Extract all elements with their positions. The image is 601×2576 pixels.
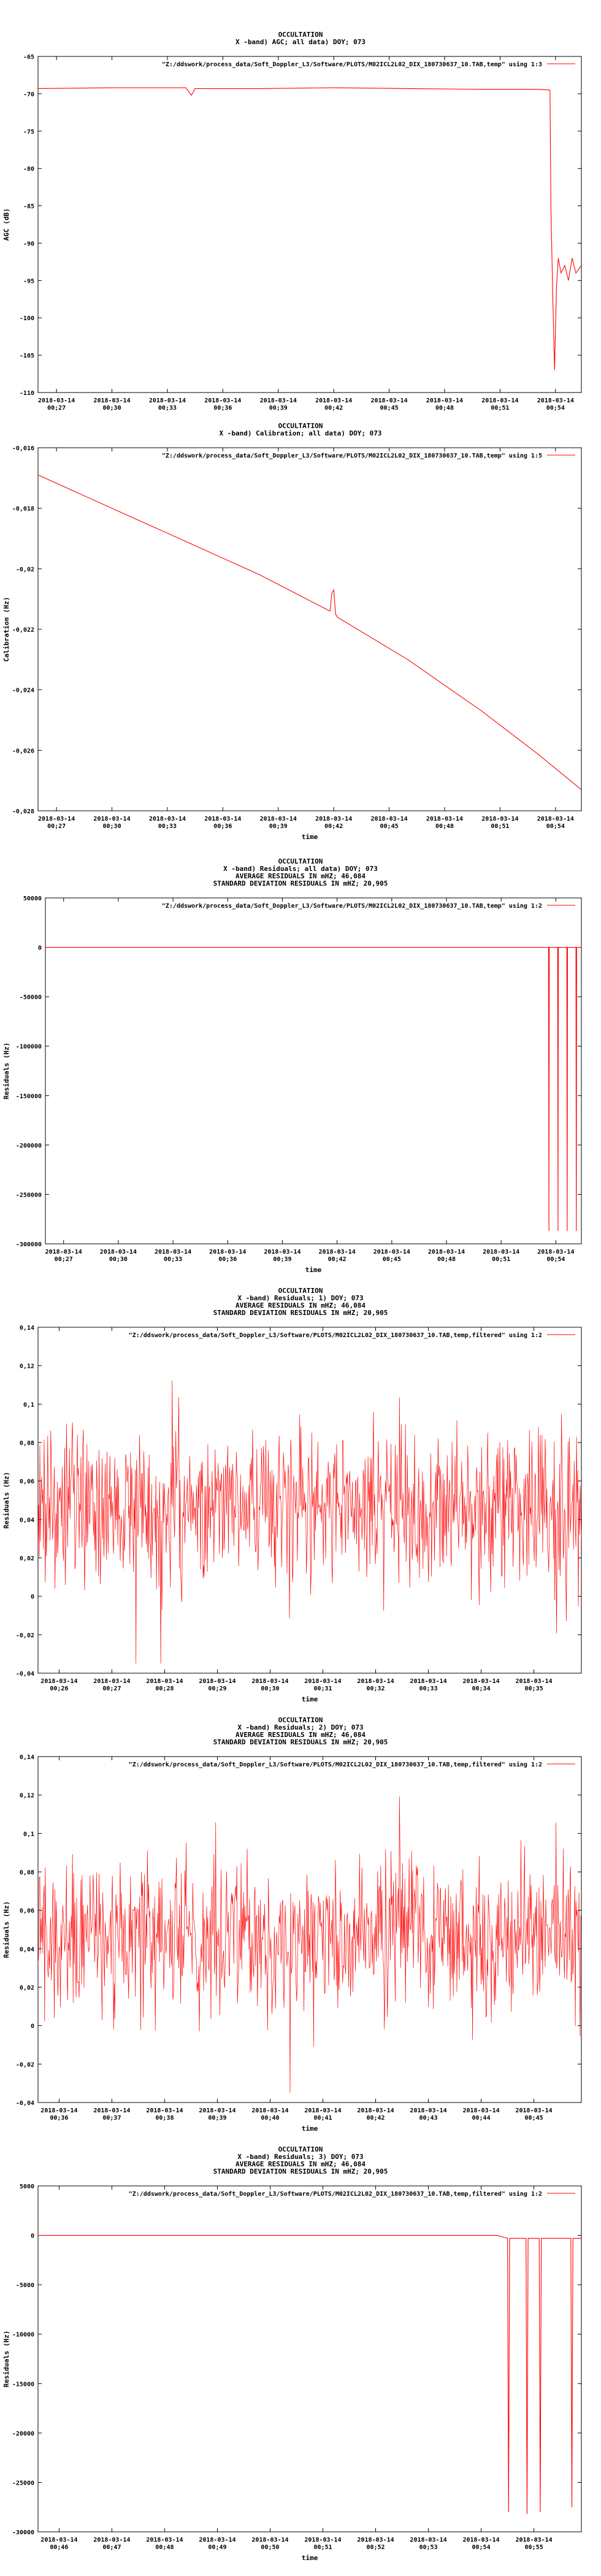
y-tick-label: -105 bbox=[19, 353, 34, 360]
x-tick-time: 00;37 bbox=[102, 2115, 121, 2122]
y-tick-label: -100 bbox=[19, 315, 34, 323]
x-tick-time: 00;36 bbox=[213, 823, 232, 830]
x-tick-date: 2018-03-14 bbox=[259, 816, 297, 822]
x-tick-time: 00;36 bbox=[213, 405, 232, 412]
data-series-line bbox=[45, 948, 581, 1232]
y-tick-label: -0,028 bbox=[12, 808, 34, 815]
y-tick-label: -110 bbox=[19, 390, 34, 397]
x-tick-time: 00;50 bbox=[261, 2544, 280, 2551]
y-tick-label: -5000 bbox=[15, 2282, 34, 2290]
x-tick-date: 2018-03-14 bbox=[40, 2537, 78, 2543]
y-tick-label: -0,016 bbox=[12, 445, 34, 452]
x-tick-time: 00;39 bbox=[269, 823, 288, 830]
y-tick-label: 0,02 bbox=[19, 1985, 34, 1991]
x-tick-date: 2018-03-14 bbox=[259, 397, 297, 404]
y-tick-label: -100000 bbox=[15, 1043, 42, 1051]
x-tick-time: 00;30 bbox=[102, 823, 121, 830]
y-tick-label: -0,02 bbox=[15, 2061, 34, 2069]
data-series-line bbox=[38, 88, 581, 370]
x-tick-time: 00;46 bbox=[50, 2544, 69, 2551]
x-tick-date: 2018-03-14 bbox=[373, 1249, 410, 1255]
y-tick-label: -20000 bbox=[12, 2430, 34, 2437]
x-tick-time: 00;42 bbox=[366, 2115, 385, 2122]
x-tick-time: 00;33 bbox=[419, 1685, 438, 1692]
x-tick-date: 2018-03-14 bbox=[146, 1678, 183, 1685]
chart-title-line: X -band) Residuals; all data) DOY; 073 bbox=[223, 865, 378, 873]
chart-6-svg bbox=[0, 2147, 601, 2576]
y-tick-label: 0 bbox=[30, 1593, 34, 1601]
y-tick-label: -150000 bbox=[15, 1093, 42, 1100]
x-tick-date: 2018-03-14 bbox=[154, 1249, 192, 1255]
y-tick-label: -50000 bbox=[19, 994, 42, 1002]
y-tick-label: 0,14 bbox=[19, 1754, 34, 1761]
plot-frame bbox=[38, 56, 581, 393]
x-tick-date: 2018-03-14 bbox=[93, 2107, 131, 2114]
x-tick-time: 00;29 bbox=[208, 1685, 227, 1692]
y-tick-label: 0,1 bbox=[23, 1401, 34, 1409]
x-tick-date: 2018-03-14 bbox=[304, 2107, 342, 2114]
x-tick-date: 2018-03-14 bbox=[537, 816, 574, 822]
chart-title-line: AVERAGE RESIDUALS IN mHZ; 46,084 bbox=[235, 2160, 366, 2168]
y-tick-label: -95 bbox=[23, 278, 34, 285]
y-tick-label: -0,02 bbox=[15, 566, 34, 573]
x-tick-time: 00;27 bbox=[47, 405, 66, 412]
x-tick-time: 00;39 bbox=[208, 2115, 227, 2122]
x-tick-date: 2018-03-14 bbox=[515, 2107, 553, 2114]
y-tick-label: 0 bbox=[37, 945, 42, 952]
data-series-line bbox=[38, 2236, 581, 2514]
y-tick-label: 0,04 bbox=[19, 1517, 34, 1524]
x-tick-date: 2018-03-14 bbox=[357, 2537, 394, 2543]
x-tick-date: 2018-03-14 bbox=[99, 1249, 137, 1255]
x-tick-date: 2018-03-14 bbox=[93, 397, 131, 404]
x-tick-date: 2018-03-14 bbox=[426, 816, 464, 822]
x-tick-date: 2018-03-14 bbox=[45, 1249, 82, 1255]
chart-title-line: OCCULTATION bbox=[278, 422, 323, 430]
y-axis-label: Residuals (Hz) bbox=[2, 1471, 10, 1529]
x-tick-date: 2018-03-14 bbox=[426, 397, 464, 404]
x-tick-date: 2018-03-14 bbox=[515, 2537, 553, 2543]
x-tick-time: 00;33 bbox=[158, 823, 177, 830]
x-tick-time: 00;31 bbox=[313, 1685, 332, 1692]
chart-title-line: STANDARD DEVIATION RESIDUALS IN mHZ; 20,905 bbox=[213, 880, 388, 887]
legend-text: "Z:/ddswork/process_data/Soft_Doppler_L3/Software/PLOTS/M02ICL2L02_DIX_180730637_10.TAB,temp" using 1:2 bbox=[161, 903, 542, 910]
x-tick-date: 2018-03-14 bbox=[93, 1678, 131, 1685]
legend-text: "Z:/ddswork/process_data/Soft_Doppler_L3/Software/PLOTS/M02ICL2L02_DIX_180730637_10.TAB,temp,filtered" using 1:2 bbox=[128, 1332, 542, 1339]
x-tick-time: 00;32 bbox=[366, 1685, 385, 1692]
x-tick-time: 00;26 bbox=[50, 1685, 69, 1692]
y-tick-label: -80 bbox=[23, 166, 34, 173]
y-tick-label: -15000 bbox=[12, 2381, 34, 2388]
y-tick-label: 0,14 bbox=[19, 1325, 34, 1332]
x-tick-date: 2018-03-14 bbox=[93, 816, 131, 822]
chart-title-line: AVERAGE RESIDUALS IN mHZ; 46,084 bbox=[235, 1301, 366, 1309]
x-tick-date: 2018-03-14 bbox=[370, 816, 408, 822]
y-tick-label: -200000 bbox=[15, 1142, 42, 1149]
x-tick-date: 2018-03-14 bbox=[199, 2537, 236, 2543]
x-axis-label: time bbox=[301, 2554, 318, 2562]
y-tick-label: 0,1 bbox=[23, 1831, 34, 1838]
chart-title-line: X -band) AGC; all data) DOY; 073 bbox=[235, 38, 366, 46]
y-tick-label: -250000 bbox=[15, 1192, 42, 1199]
x-axis-label: time bbox=[301, 833, 318, 841]
y-tick-label: -10000 bbox=[12, 2331, 34, 2339]
y-tick-label: -65 bbox=[23, 54, 34, 61]
x-tick-time: 00;41 bbox=[313, 2115, 332, 2122]
y-tick-label: 0,08 bbox=[19, 1869, 34, 1876]
x-tick-date: 2018-03-14 bbox=[462, 2107, 500, 2114]
x-tick-date: 2018-03-14 bbox=[410, 1678, 447, 1685]
chart-title-line: X -band) Residuals; 1) DOY; 073 bbox=[237, 1294, 364, 1302]
y-tick-label: -25000 bbox=[12, 2480, 34, 2487]
y-tick-label: -0,04 bbox=[15, 2100, 34, 2107]
x-tick-time: 00;27 bbox=[47, 823, 66, 830]
y-tick-label: 0,04 bbox=[19, 1946, 34, 1953]
data-series-line bbox=[38, 475, 581, 789]
x-tick-date: 2018-03-14 bbox=[537, 1249, 575, 1255]
chart-panel-3 bbox=[0, 859, 601, 1288]
x-tick-time: 00;42 bbox=[327, 1256, 346, 1263]
chart-title-line: X -band) Calibration; all data) DOY; 073 bbox=[219, 429, 382, 437]
y-tick-label: -70 bbox=[23, 91, 34, 98]
x-tick-date: 2018-03-14 bbox=[199, 2107, 236, 2114]
x-tick-time: 00;48 bbox=[155, 2544, 174, 2551]
x-tick-time: 00;30 bbox=[109, 1256, 128, 1263]
x-tick-date: 2018-03-14 bbox=[264, 1249, 301, 1255]
x-tick-time: 00;54 bbox=[546, 1256, 565, 1263]
plot-frame bbox=[38, 2186, 581, 2532]
x-tick-date: 2018-03-14 bbox=[304, 1678, 342, 1685]
chart-title-line: OCCULTATION bbox=[278, 1287, 323, 1295]
x-tick-date: 2018-03-14 bbox=[304, 2537, 342, 2543]
x-tick-date: 2018-03-14 bbox=[410, 2107, 447, 2114]
chart-panel-5 bbox=[0, 1717, 601, 2147]
y-tick-label: 0,02 bbox=[19, 1555, 34, 1562]
x-tick-date: 2018-03-14 bbox=[251, 2537, 289, 2543]
x-tick-date: 2018-03-14 bbox=[410, 2537, 447, 2543]
x-tick-time: 00;52 bbox=[366, 2544, 385, 2551]
chart-title-line: X -band) Residuals; 2) DOY; 073 bbox=[237, 1723, 364, 1731]
x-tick-date: 2018-03-14 bbox=[481, 816, 519, 822]
x-tick-time: 00;54 bbox=[472, 2544, 491, 2551]
chart-title-line: OCCULTATION bbox=[278, 857, 323, 865]
legend-text: "Z:/ddswork/process_data/Soft_Doppler_L3/Software/PLOTS/M02ICL2L02_DIX_180730637_10.TAB,temp,filtered" using 1:2 bbox=[128, 1761, 542, 1768]
x-tick-time: 00;48 bbox=[435, 405, 454, 412]
x-tick-time: 00;39 bbox=[269, 405, 288, 412]
x-tick-time: 00;42 bbox=[324, 405, 343, 412]
y-tick-label: -90 bbox=[23, 240, 34, 248]
x-tick-time: 00;43 bbox=[419, 2115, 438, 2122]
x-tick-time: 00;38 bbox=[155, 2115, 174, 2122]
x-tick-time: 00;28 bbox=[155, 1685, 174, 1692]
y-tick-label: 0,06 bbox=[19, 1478, 34, 1485]
x-tick-date: 2018-03-14 bbox=[148, 397, 186, 404]
x-tick-time: 00;47 bbox=[102, 2544, 121, 2551]
x-tick-time: 00;42 bbox=[324, 823, 343, 830]
chart-panel-2 bbox=[0, 422, 601, 859]
x-tick-date: 2018-03-14 bbox=[93, 2537, 131, 2543]
chart-title-line: AVERAGE RESIDUALS IN mHZ; 46,084 bbox=[235, 1731, 366, 1739]
y-tick-label: 0,12 bbox=[19, 1792, 34, 1800]
x-tick-date: 2018-03-14 bbox=[427, 1249, 465, 1255]
y-tick-label: 0,06 bbox=[19, 1907, 34, 1915]
x-tick-time: 00;44 bbox=[472, 2115, 491, 2122]
x-tick-time: 00;30 bbox=[261, 1685, 280, 1692]
x-tick-time: 00;40 bbox=[261, 2115, 280, 2122]
y-axis-label: Calibration (Hz) bbox=[2, 597, 10, 662]
x-tick-date: 2018-03-14 bbox=[38, 816, 75, 822]
x-tick-date: 2018-03-14 bbox=[40, 1678, 78, 1685]
x-tick-date: 2018-03-14 bbox=[515, 1678, 553, 1685]
chart-panel-6 bbox=[0, 2147, 601, 2576]
x-tick-time: 00;30 bbox=[102, 405, 121, 412]
chart-title-line: OCCULTATION bbox=[278, 2145, 323, 2153]
chart-panel-4 bbox=[0, 1288, 601, 1717]
x-tick-date: 2018-03-14 bbox=[537, 397, 574, 404]
x-tick-time: 00;27 bbox=[54, 1256, 73, 1263]
y-tick-label: -300000 bbox=[15, 1241, 42, 1248]
x-tick-time: 00;45 bbox=[380, 823, 399, 830]
chart-title-line: AVERAGE RESIDUALS IN mHZ; 46,084 bbox=[235, 872, 366, 880]
x-tick-time: 00;27 bbox=[102, 1685, 121, 1692]
chart-4-svg bbox=[0, 1288, 601, 1717]
chart-title-line: STANDARD DEVIATION RESIDUALS IN mHZ; 20,905 bbox=[213, 2168, 388, 2175]
x-tick-date: 2018-03-14 bbox=[315, 397, 353, 404]
y-tick-label: -0,018 bbox=[12, 505, 34, 513]
y-tick-label: 0,08 bbox=[19, 1440, 34, 1447]
x-tick-date: 2018-03-14 bbox=[251, 2107, 289, 2114]
x-tick-date: 2018-03-14 bbox=[462, 2537, 500, 2543]
x-tick-time: 00;36 bbox=[218, 1256, 237, 1263]
chart-1-svg bbox=[0, 0, 601, 429]
x-tick-date: 2018-03-14 bbox=[481, 397, 519, 404]
x-tick-time: 00;51 bbox=[491, 405, 510, 412]
x-tick-date: 2018-03-14 bbox=[370, 397, 408, 404]
chart-title-line: X -band) Residuals; 3) DOY; 073 bbox=[237, 2153, 364, 2161]
x-tick-date: 2018-03-14 bbox=[209, 1249, 247, 1255]
x-tick-time: 00;45 bbox=[524, 2115, 543, 2122]
y-tick-label: -30000 bbox=[12, 2529, 34, 2536]
x-tick-time: 00;35 bbox=[524, 1685, 543, 1692]
x-tick-date: 2018-03-14 bbox=[146, 2537, 183, 2543]
legend-text: "Z:/ddswork/process_data/Soft_Doppler_L3/Software/PLOTS/M02ICL2L02_DIX_180730637_10.TAB,temp,filtered" using 1:2 bbox=[128, 2191, 542, 2198]
x-axis-label: time bbox=[305, 1266, 322, 1274]
x-tick-date: 2018-03-14 bbox=[318, 1249, 356, 1255]
x-tick-time: 00;34 bbox=[472, 1685, 491, 1692]
x-tick-date: 2018-03-14 bbox=[357, 1678, 394, 1685]
x-tick-time: 00;54 bbox=[546, 823, 565, 830]
plot-frame bbox=[38, 448, 581, 811]
x-tick-date: 2018-03-14 bbox=[462, 1678, 500, 1685]
y-tick-label: -0,02 bbox=[15, 1632, 34, 1639]
y-tick-label: 5000 bbox=[19, 2183, 34, 2190]
x-tick-time: 00;54 bbox=[546, 405, 565, 412]
x-tick-date: 2018-03-14 bbox=[315, 816, 353, 822]
x-tick-date: 2018-03-14 bbox=[204, 397, 242, 404]
legend-text: "Z:/ddswork/process_data/Soft_Doppler_L3/Software/PLOTS/M02ICL2L02_DIX_180730637_10.TAB,temp" using 1:3 bbox=[161, 61, 542, 68]
chart-5-svg bbox=[0, 1717, 601, 2147]
y-tick-label: -85 bbox=[23, 203, 34, 210]
plot-frame bbox=[45, 898, 581, 1244]
x-tick-time: 00;33 bbox=[158, 405, 177, 412]
chart-3-svg bbox=[0, 859, 601, 1288]
y-tick-label: -0,026 bbox=[12, 748, 34, 755]
x-tick-time: 00;45 bbox=[382, 1256, 401, 1263]
x-tick-time: 00;48 bbox=[437, 1256, 456, 1263]
x-tick-time: 00;49 bbox=[208, 2544, 227, 2551]
x-tick-time: 00;53 bbox=[419, 2544, 438, 2551]
x-tick-date: 2018-03-14 bbox=[148, 816, 186, 822]
x-tick-time: 00;48 bbox=[435, 823, 454, 830]
x-tick-time: 00;36 bbox=[50, 2115, 69, 2122]
y-axis-label: Residuals (Hz) bbox=[2, 1901, 10, 1958]
x-tick-date: 2018-03-14 bbox=[483, 1249, 520, 1255]
x-tick-date: 2018-03-14 bbox=[357, 2107, 394, 2114]
legend-text: "Z:/ddswork/process_data/Soft_Doppler_L3/Software/PLOTS/M02ICL2L02_DIX_180730637_10.TAB,temp" using 1:5 bbox=[161, 453, 542, 459]
y-tick-label: -75 bbox=[23, 128, 34, 136]
data-series-line bbox=[38, 1381, 581, 1663]
y-tick-label: -0,022 bbox=[12, 627, 34, 634]
x-axis-label: time bbox=[301, 1695, 318, 1703]
y-tick-label: -0,024 bbox=[12, 687, 34, 694]
chart-title-line: STANDARD DEVIATION RESIDUALS IN mHZ; 20,905 bbox=[213, 1309, 388, 1317]
y-tick-label: 0 bbox=[30, 2023, 34, 2030]
chart-2-svg bbox=[0, 422, 601, 859]
y-tick-label: 50000 bbox=[23, 895, 42, 902]
y-tick-label: -0,04 bbox=[15, 1671, 34, 1677]
x-tick-date: 2018-03-14 bbox=[199, 1678, 236, 1685]
y-axis-label: AGC (dB) bbox=[2, 208, 10, 241]
y-tick-label: 0 bbox=[30, 2233, 34, 2240]
x-tick-date: 2018-03-14 bbox=[251, 1678, 289, 1685]
x-tick-time: 00;45 bbox=[380, 405, 399, 412]
y-axis-label: Residuals (Hz) bbox=[2, 2330, 10, 2388]
x-tick-time: 00;39 bbox=[273, 1256, 292, 1263]
x-tick-time: 00;51 bbox=[313, 2544, 332, 2551]
chart-panel-1 bbox=[0, 0, 601, 429]
chart-title-line: OCCULTATION bbox=[278, 1716, 323, 1724]
x-tick-time: 00;51 bbox=[492, 1256, 511, 1263]
data-series-line bbox=[38, 1796, 581, 2093]
y-tick-label: 0,12 bbox=[19, 1363, 34, 1370]
x-tick-time: 00;51 bbox=[491, 823, 510, 830]
x-tick-time: 00;33 bbox=[164, 1256, 183, 1263]
x-tick-date: 2018-03-14 bbox=[204, 816, 242, 822]
chart-title-line: STANDARD DEVIATION RESIDUALS IN mHZ; 20,905 bbox=[213, 1738, 388, 1746]
chart-title-line: OCCULTATION bbox=[278, 31, 323, 39]
y-axis-label: Residuals (Hz) bbox=[2, 1042, 10, 1100]
x-tick-date: 2018-03-14 bbox=[38, 397, 75, 404]
x-tick-date: 2018-03-14 bbox=[40, 2107, 78, 2114]
x-tick-date: 2018-03-14 bbox=[146, 2107, 183, 2114]
x-axis-label: time bbox=[301, 2125, 318, 2133]
x-tick-time: 00;55 bbox=[524, 2544, 543, 2551]
